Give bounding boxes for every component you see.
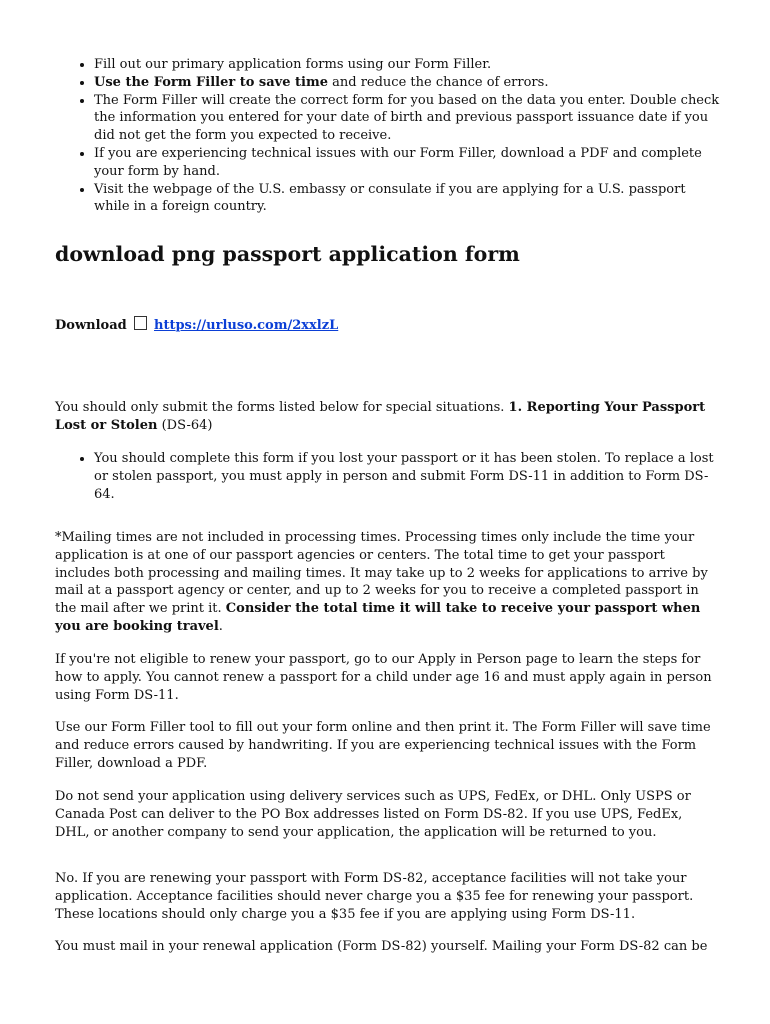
list-item: • Visit the webpage of the U.S. embassy or consulate if you are applying for a U.S. passport while in a foreign country.	[94, 181, 720, 217]
list-item: • The Form Filler will create the correct form for you based on the data you enter. Double check the information you entered for your date of birth and previous passport issuance date if you did not get the form you expected to receive.	[94, 92, 720, 145]
list-item: • Use the Form Filler to save time and reduce the chance of errors.	[94, 74, 720, 92]
paragraph-form-filler: Use our Form Filler tool to fill out your form online and then print it. The Form Filler will save time and reduce errors caused by handwriting. If you are experiencing technical issues with the Form Filler, download a PDF.	[55, 720, 711, 771]
paragraph-mail-renewal: You must mail in your renewal application (Form DS-82) yourself. Mailing your Form DS-82 can be	[55, 939, 708, 954]
download-line	[55, 316, 720, 335]
mailing-times-paragraph: *Mailing times are not included in processing times. Processing times only include the time your application is at one of our passport agencies or centers. The total time to get your passport includes both processing and mailing times. It may take up to 2 weeks for applications to arrive by mail at a passport agency or center, and up to 2 weeks for you to receive a completed passport in the mail after we print it. Consider the total time it will take to receive your passport when you are booking travel.	[55, 530, 708, 634]
top-bullet-list	[55, 56, 720, 216]
lost-bullet-list	[55, 450, 720, 503]
download-link[interactable]: https://urluso.com/2xxlzL	[154, 318, 339, 333]
paragraph-delivery: Do not send your application using delivery services such as UPS, FedEx, or DHL. Only USPS or Canada Post can deliver to the PO Box addresses listed on Form DS-82. If you use UPS, FedEx, DHL, or another company to send your application, the application will be returned to you.	[55, 789, 691, 840]
list-item: • If you are experiencing technical issues with our Form Filler, download a PDF and complete your form by hand.	[94, 145, 720, 181]
star-icon	[134, 316, 147, 330]
list-item: • Fill out our primary application forms using our Form Filler.	[94, 56, 720, 74]
paragraph-eligibility: If you're not eligible to renew your passport, go to our Apply in Person page to learn the steps for how to apply. You cannot renew a passport for a child under age 16 and must apply again in person using Form DS-11.	[55, 652, 712, 703]
special-situations-paragraph: You should only submit the forms listed below for special situations. 1. Reporting Your Passport Lost or Stolen (DS-64)	[55, 400, 706, 433]
page-heading: download png passport application form	[55, 242, 520, 266]
list-item: • You should complete this form if you lost your passport or it has been stolen. To replace a lost or stolen passport, you must apply in person and submit Form DS-11 in addition to Form DS-64.	[94, 450, 720, 503]
paragraph-acceptance-facilities: No. If you are renewing your passport with Form DS-82, acceptance facilities will not take your application. Acceptance facilities should never charge you a $35 fee for renewing your passport. These locations should only charge you a $35 fee if you are applying using Form DS-11.	[55, 871, 694, 922]
download-label: Download	[55, 318, 127, 333]
